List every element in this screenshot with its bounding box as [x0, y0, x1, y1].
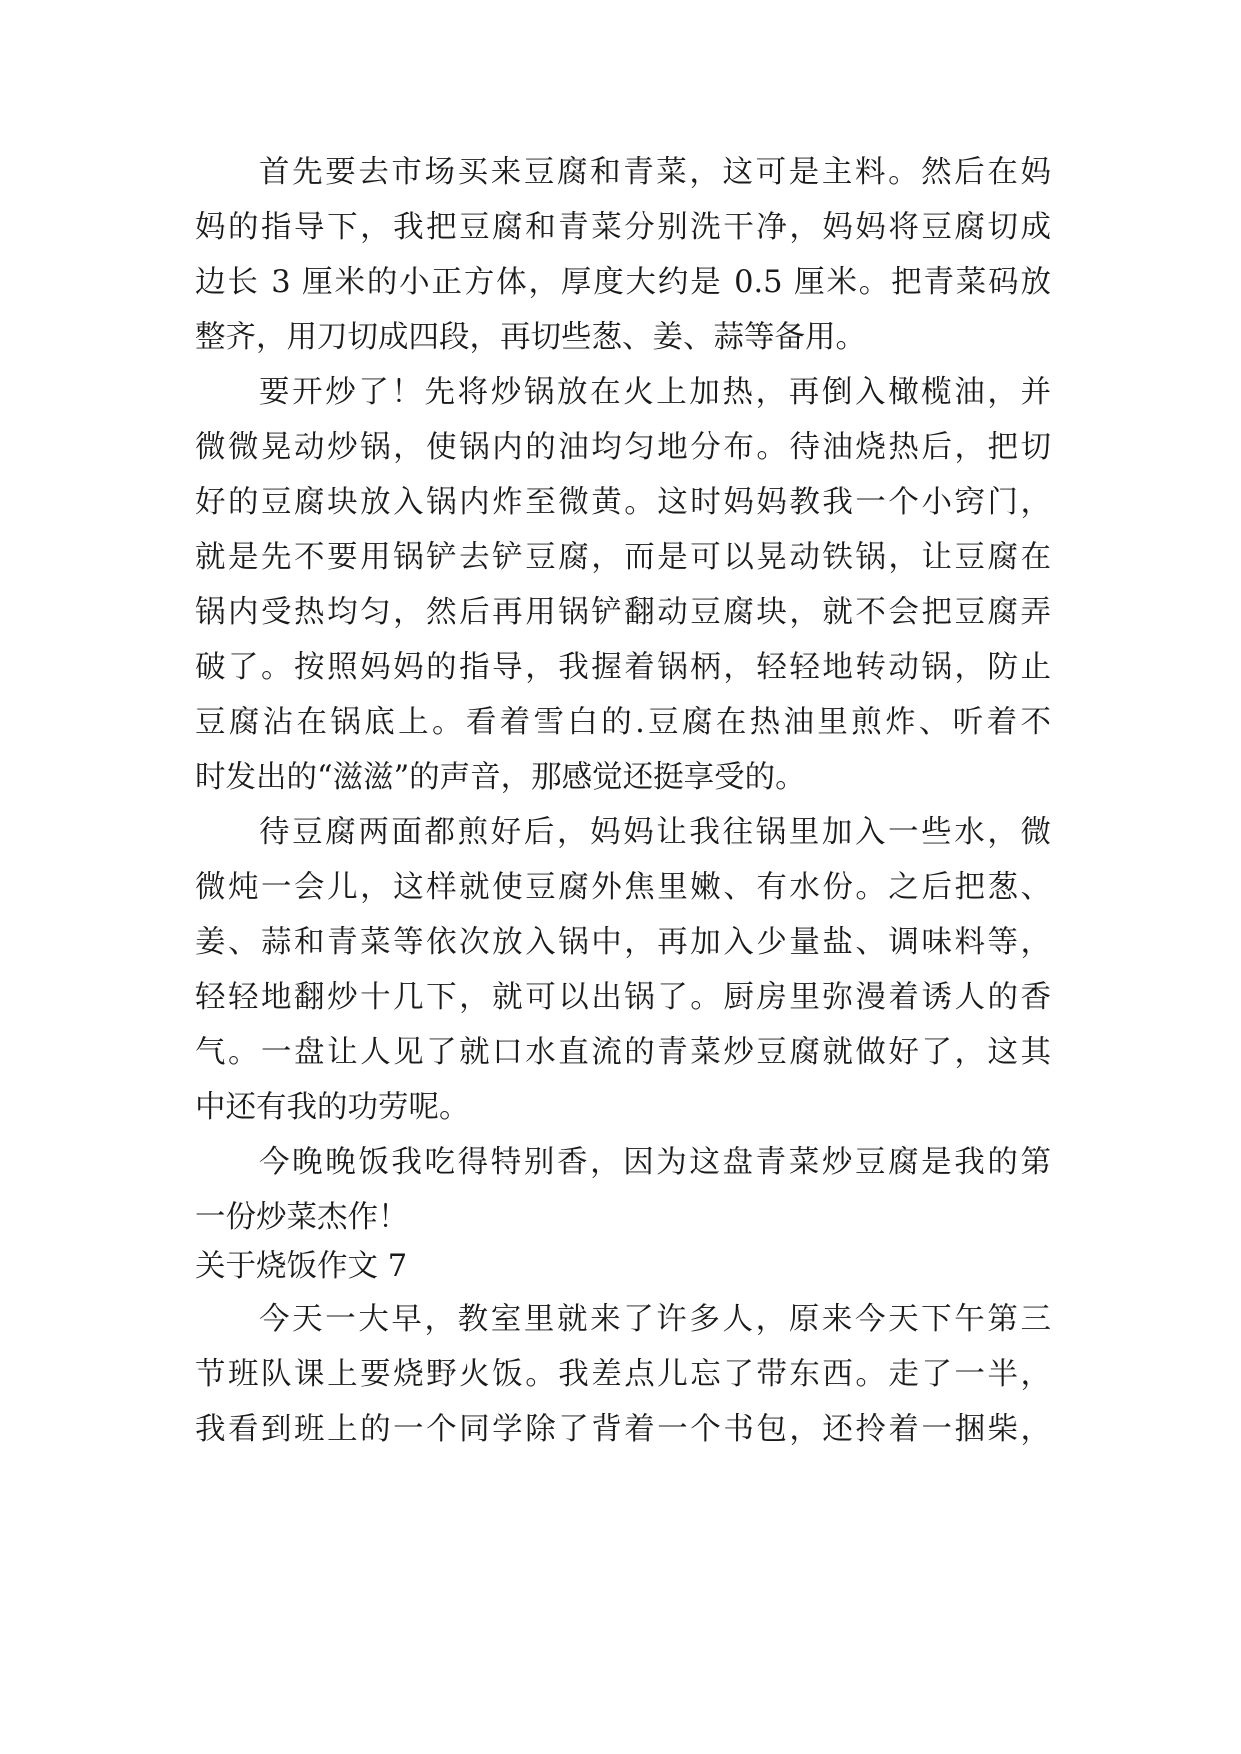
text-line: 节班队课上要烧野火饭。我差点儿忘了带东西。走了一半， [195, 1357, 1051, 1392]
text-line: 破了。按照妈妈的指导，我握着锅柄，轻轻地转动锅，防止 [195, 650, 1051, 685]
text-line: 微炖一会儿，这样就使豆腐外焦里嫩、有水份。之后把葱、 [195, 870, 1051, 905]
text-line: 待豆腐两面都煎好后，妈妈让我往锅里加入一些水，微 [259, 815, 1051, 850]
text-line: 轻轻地翻炒十几下，就可以出锅了。厨房里弥漫着诱人的香 [195, 980, 1051, 1015]
text-line: 就是先不要用锅铲去铲豆腐，而是可以晃动铁锅，让豆腐在 [195, 540, 1051, 575]
text-line: 今天一大早，教室里就来了许多人，原来今天下午第三 [259, 1302, 1051, 1337]
text-line: 中还有我的功劳呢。 [195, 1090, 470, 1125]
text-line: 锅内受热均匀，然后再用锅铲翻动豆腐块，就不会把豆腐弄 [195, 595, 1051, 630]
text-line: 整齐，用刀切成四段，再切些葱、姜、蒜等备用。 [195, 320, 866, 355]
section-heading: 关于烧饭作文 7 [195, 1249, 408, 1284]
text-line: 妈的指导下，我把豆腐和青菜分别洗干净，妈妈将豆腐切成 [195, 210, 1051, 245]
text-line: 气。一盘让人见了就口水直流的青菜炒豆腐就做好了，这其 [195, 1035, 1051, 1070]
text-line: 首先要去市场买来豆腐和青菜，这可是主料。然后在妈 [259, 155, 1051, 190]
text-line: 一份炒菜杰作！ [195, 1200, 409, 1235]
text-line: 好的豆腐块放入锅内炸至微黄。这时妈妈教我一个小窍门， [195, 485, 1051, 520]
text-line: 豆腐沾在锅底上。看着雪白的.豆腐在热油里煎炸、听着不 [195, 705, 1051, 740]
text-line: 边长 3 厘米的小正方体，厚度大约是 0.5 厘米。把青菜码放 [195, 265, 1051, 300]
text-line: 微微晃动炒锅，使锅内的油均匀地分布。待油烧热后，把切 [195, 430, 1051, 465]
text-line: 要开炒了！先将炒锅放在火上加热，再倒入橄榄油，并 [259, 375, 1051, 410]
text-line: 时发出的“滋滋”的声音，那感觉还挺享受的。 [195, 760, 806, 795]
text-line: 今晚晚饭我吃得特别香，因为这盘青菜炒豆腐是我的第 [259, 1145, 1051, 1180]
text-line: 我看到班上的一个同学除了背着一个书包，还拎着一捆柴， [195, 1412, 1051, 1447]
text-line: 姜、蒜和青菜等依次放入锅中，再加入少量盐、调味料等， [195, 925, 1051, 960]
